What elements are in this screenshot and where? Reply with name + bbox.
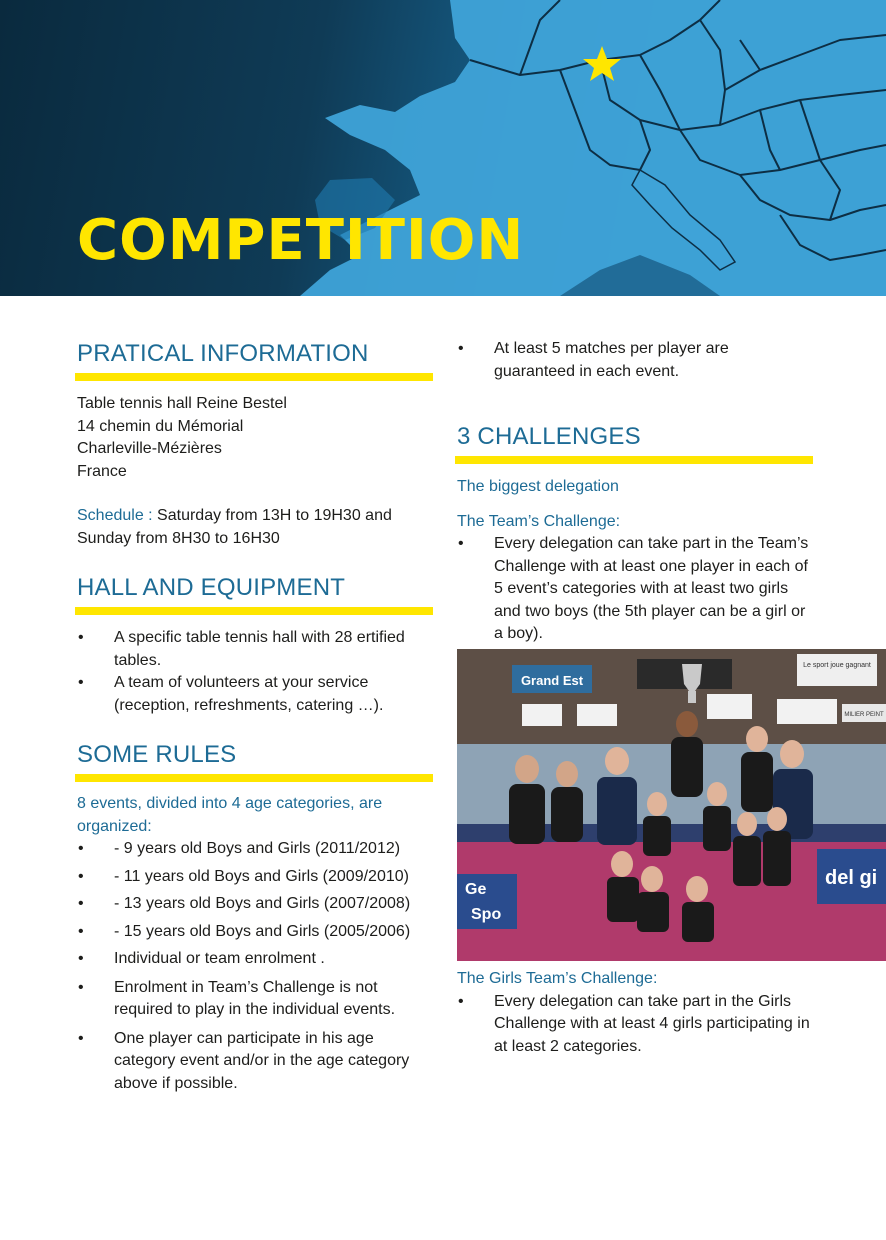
list-item: • A specific table tennis hall with 28 ertified tables. xyxy=(77,627,433,672)
team-photo xyxy=(457,649,886,961)
heading-rule xyxy=(75,774,433,782)
girls-challenge xyxy=(457,968,813,1058)
address-line: Table tennis hall Reine Bestel xyxy=(77,395,287,412)
page-title: COMPETITION xyxy=(77,208,525,273)
sign-text: MILIER PEINT xyxy=(844,712,884,718)
schedule xyxy=(77,505,433,550)
heading-rule xyxy=(455,456,813,464)
sign-text: Grand Est xyxy=(520,673,584,688)
rules-intro: 8 events, divided into 4 age categories, are organized: xyxy=(77,795,383,835)
list-item: • - 15 years old Boys and Girls (2005/2006) xyxy=(77,921,433,944)
schedule-text: Saturday from 13H to 19H30 and Sunday from 8H30 to 16H30 xyxy=(77,507,392,547)
challenge-girls-label: The Girls Team’s Challenge: xyxy=(457,970,658,987)
heading-rule xyxy=(75,607,433,615)
list-item: • Individual or team enrolment . xyxy=(77,948,433,971)
practical-heading: PRATICAL INFORMATION xyxy=(77,340,369,367)
hall-list xyxy=(77,627,433,717)
challenge-biggest: The biggest delegation xyxy=(457,478,619,495)
challenge-team-label: The Team’s Challenge: xyxy=(457,512,621,530)
list-item: • - 13 years old Boys and Girls (2007/2008) xyxy=(77,893,433,916)
left-column xyxy=(77,338,433,1095)
sign-text: Le sport joue gagnant xyxy=(803,662,871,669)
address-line: 14 chemin du Mémorial xyxy=(77,417,244,435)
hall-heading: HALL AND EQUIPMENT xyxy=(77,574,346,601)
right-column xyxy=(457,338,813,646)
girls-challenge-list xyxy=(457,991,813,1059)
sign-text: del gi xyxy=(825,867,878,889)
list-item: • At least 5 matches per player are guaranteed in each event. xyxy=(457,338,813,383)
list-item: • Every delegation can take part in the Team’s Challenge with at least one player in each of 5 event’s categories with at least two girls and two boys (the 5th player can be a girl or a boy). xyxy=(457,533,813,646)
sign-text: Ge xyxy=(465,881,487,898)
challenges-heading: 3 CHALLENGES xyxy=(457,423,641,450)
schedule-label: Schedule : xyxy=(77,507,153,524)
address-line: Charleville-Mézières xyxy=(77,440,222,457)
address-line: France xyxy=(77,462,127,480)
header-banner xyxy=(0,0,886,296)
rules-list xyxy=(77,838,433,1095)
heading-rule xyxy=(75,373,433,381)
list-item: • One player can participate in his age category event and/or in the age category above if possible. xyxy=(77,1028,433,1096)
sign-text: Spo xyxy=(471,906,502,923)
list-item: • - 11 years old Boys and Girls (2009/2010) xyxy=(77,866,433,889)
rules-heading: SOME RULES xyxy=(77,741,237,768)
list-item: • - 9 years old Boys and Girls (2011/2012) xyxy=(77,838,433,861)
list-item: • Enrolment in Team’s Challenge is not required to play in the individual events. xyxy=(77,977,433,1022)
list-item: • Every delegation can take part in the Girls Challenge with at least 4 girls participating in at least 2 categories. xyxy=(457,991,813,1059)
list-item: • A team of volunteers at your service (reception, refreshments, catering …). xyxy=(77,672,433,717)
rules-list-continued xyxy=(457,338,813,383)
team-challenge-list xyxy=(457,533,813,646)
